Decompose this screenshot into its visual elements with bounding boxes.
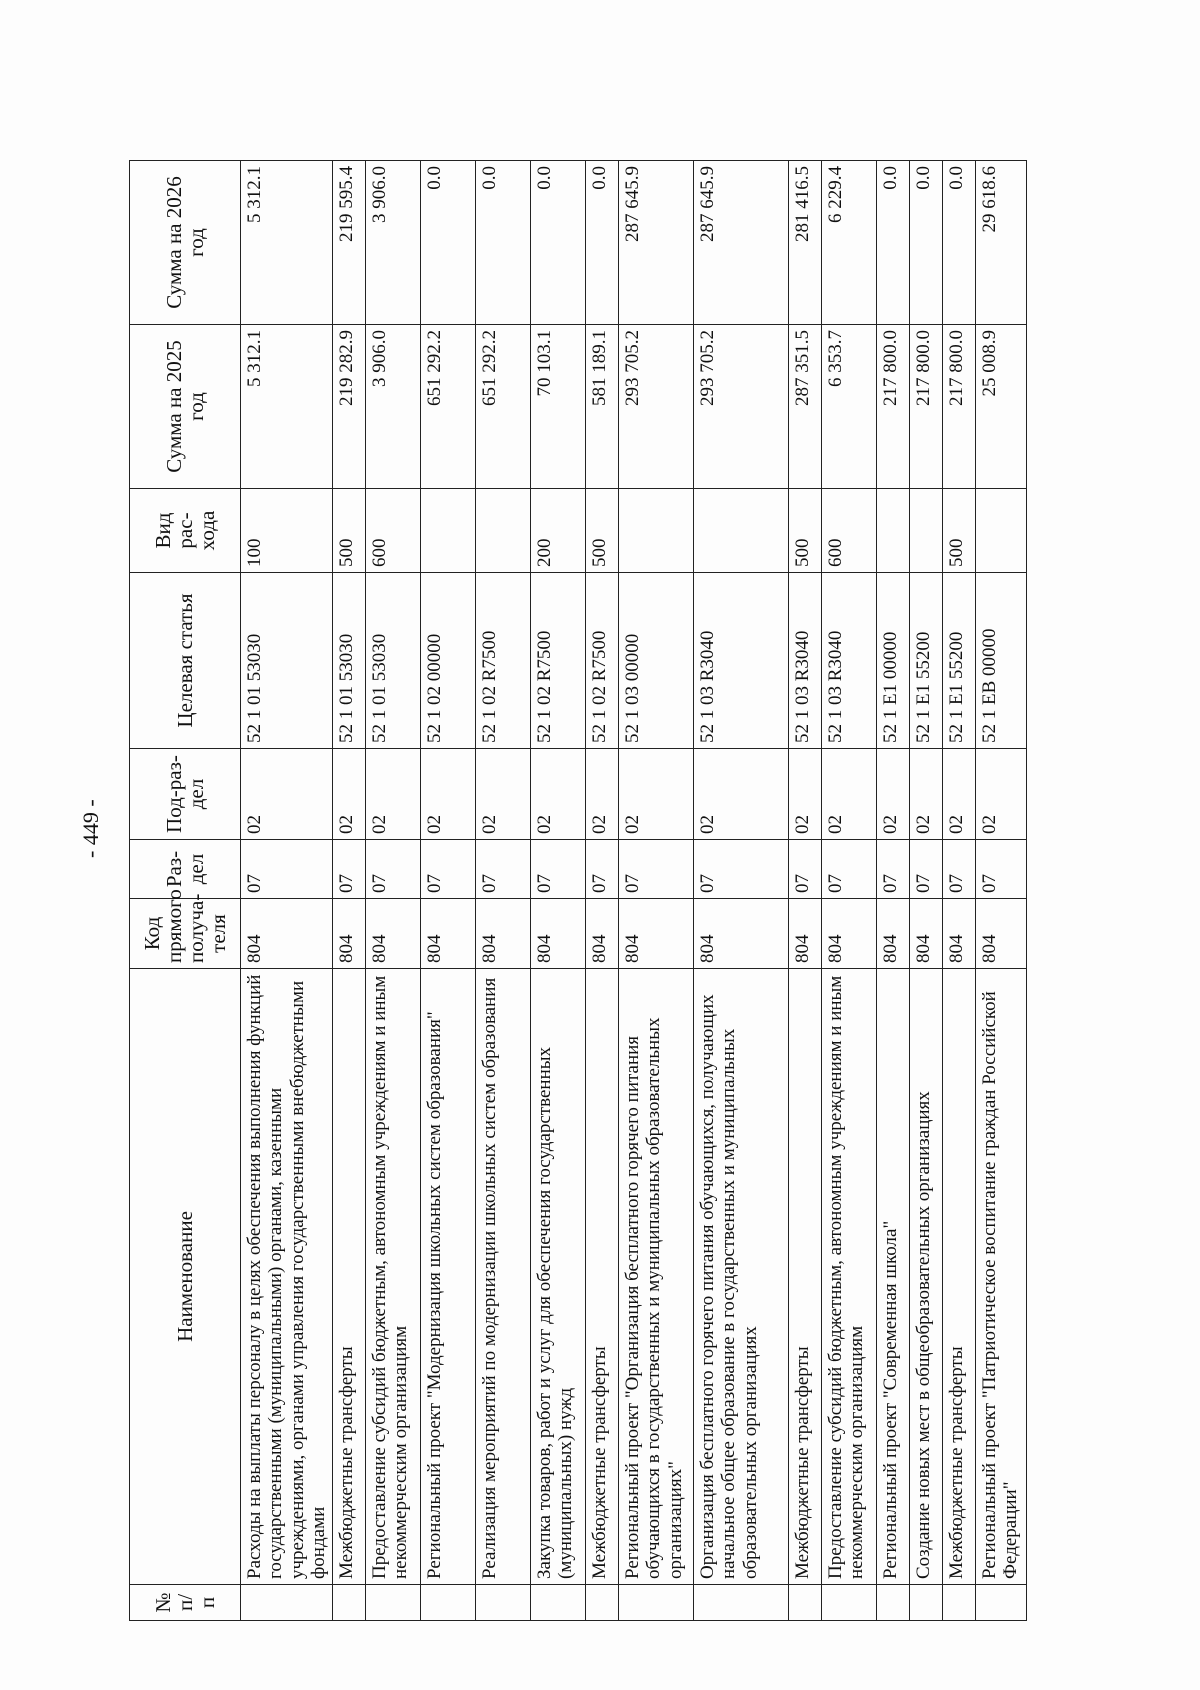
cell-vid: 500 [789, 489, 822, 573]
cell-no [694, 1585, 789, 1621]
header-sum2025: Сумма на 2025 год [130, 325, 241, 489]
cell-kod: 804 [822, 899, 877, 969]
cell-podrazdel: 02 [619, 749, 694, 840]
table-row [241, 161, 333, 1621]
cell-no [333, 1585, 366, 1621]
cell-razdel: 07 [694, 840, 789, 899]
cell-celevaya: 52 1 01 53030 [366, 573, 421, 749]
cell-kod: 804 [976, 899, 1027, 969]
cell-sum2026: 3 906.0 [366, 161, 421, 325]
cell-vid: 500 [586, 489, 619, 573]
cell-razdel: 07 [910, 840, 943, 899]
cell-vid [976, 489, 1027, 573]
cell-celevaya: 52 1 02 R7500 [531, 573, 586, 749]
table-row [910, 161, 943, 1621]
cell-podrazdel: 02 [531, 749, 586, 840]
cell-razdel: 07 [877, 840, 910, 899]
cell-no [586, 1585, 619, 1621]
cell-sum2025: 70 103.1 [531, 325, 586, 489]
table-row [789, 161, 822, 1621]
cell-celevaya: 52 1 02 R7500 [586, 573, 619, 749]
cell-celevaya: 52 1 01 53030 [333, 573, 366, 749]
cell-celevaya: 52 1 03 R3040 [694, 573, 789, 749]
cell-podrazdel: 02 [943, 749, 976, 840]
header-kod: Код прямого получа-теля [130, 899, 241, 969]
cell-name: Региональный проект "Организация бесплатного горячего питания обучающихся в государственных и муниципальных образовательных организациях" [619, 969, 694, 1585]
header-celevaya: Целевая статья [130, 573, 241, 749]
cell-name: Расходы на выплаты персоналу в целях обеспечения выполнения функций государственными (муниципальными) органами, казенными учреждениями, органами управления государственными внебюджетными фондами [241, 969, 333, 1585]
cell-sum2026: 29 618.6 [976, 161, 1027, 325]
cell-razdel: 07 [619, 840, 694, 899]
cell-kod: 804 [910, 899, 943, 969]
cell-vid: 500 [943, 489, 976, 573]
cell-sum2026: 287 645.9 [694, 161, 789, 325]
cell-sum2025: 6 353.7 [822, 325, 877, 489]
cell-razdel: 07 [333, 840, 366, 899]
cell-sum2025: 217 800.0 [877, 325, 910, 489]
cell-name: Предоставление субсидий бюджетным, автономным учреждениям и иным некоммерческим организациям [822, 969, 877, 1585]
cell-podrazdel: 02 [976, 749, 1027, 840]
cell-no [877, 1585, 910, 1621]
cell-kod: 804 [366, 899, 421, 969]
rotated-table-container [129, 161, 1200, 1621]
cell-vid: 600 [366, 489, 421, 573]
header-name: Наименование [130, 969, 241, 1585]
cell-sum2025: 293 705.2 [619, 325, 694, 489]
cell-razdel: 07 [976, 840, 1027, 899]
cell-vid [421, 489, 476, 573]
cell-no [476, 1585, 531, 1621]
cell-sum2026: 5 312.1 [241, 161, 333, 325]
cell-celevaya: 52 1 03 R3040 [789, 573, 822, 749]
table-row [476, 161, 531, 1621]
cell-razdel: 07 [822, 840, 877, 899]
cell-podrazdel: 02 [910, 749, 943, 840]
table-row [822, 161, 877, 1621]
cell-vid: 200 [531, 489, 586, 573]
cell-vid [877, 489, 910, 573]
cell-vid: 100 [241, 489, 333, 573]
table-row [694, 161, 789, 1621]
table-row [333, 161, 366, 1621]
cell-razdel: 07 [241, 840, 333, 899]
cell-celevaya: 52 1 EB 00000 [976, 573, 1027, 749]
budget-table [129, 160, 1027, 1621]
cell-no [822, 1585, 877, 1621]
cell-no [910, 1585, 943, 1621]
cell-sum2026: 0.0 [586, 161, 619, 325]
cell-celevaya: 52 1 03 00000 [619, 573, 694, 749]
cell-celevaya: 52 1 02 00000 [421, 573, 476, 749]
cell-podrazdel: 02 [476, 749, 531, 840]
cell-name: Закупка товаров, работ и услуг для обеспечения государственных (муниципальных) нужд [531, 969, 586, 1585]
cell-name: Межбюджетные трансферты [943, 969, 976, 1585]
cell-name: Межбюджетные трансферты [333, 969, 366, 1585]
cell-sum2025: 293 705.2 [694, 325, 789, 489]
cell-no [943, 1585, 976, 1621]
cell-sum2026: 287 645.9 [619, 161, 694, 325]
cell-podrazdel: 02 [877, 749, 910, 840]
cell-sum2026: 0.0 [943, 161, 976, 325]
cell-sum2025: 287 351.5 [789, 325, 822, 489]
cell-razdel: 07 [789, 840, 822, 899]
cell-name: Реализация мероприятий по модернизации школьных систем образования [476, 969, 531, 1585]
cell-sum2025: 219 282.9 [333, 325, 366, 489]
cell-no [241, 1585, 333, 1621]
cell-kod: 804 [421, 899, 476, 969]
cell-no [619, 1585, 694, 1621]
cell-kod: 804 [694, 899, 789, 969]
cell-sum2026: 0.0 [531, 161, 586, 325]
cell-sum2026: 0.0 [877, 161, 910, 325]
header-podrazdel: Под-раз-дел [130, 749, 241, 840]
table-row [976, 161, 1027, 1621]
cell-sum2025: 651 292.2 [476, 325, 531, 489]
cell-vid [910, 489, 943, 573]
cell-name: Межбюджетные трансферты [789, 969, 822, 1585]
cell-kod: 804 [241, 899, 333, 969]
cell-vid: 500 [333, 489, 366, 573]
cell-podrazdel: 02 [694, 749, 789, 840]
cell-razdel: 07 [421, 840, 476, 899]
cell-sum2026: 0.0 [476, 161, 531, 325]
cell-vid [476, 489, 531, 573]
cell-kod: 804 [586, 899, 619, 969]
cell-sum2025: 651 292.2 [421, 325, 476, 489]
page-number: - 449 - [78, 799, 103, 858]
cell-kod: 804 [476, 899, 531, 969]
table-row [366, 161, 421, 1621]
cell-celevaya: 52 1 E1 55200 [910, 573, 943, 749]
cell-razdel: 07 [531, 840, 586, 899]
cell-sum2025: 217 800.0 [910, 325, 943, 489]
cell-sum2025: 3 906.0 [366, 325, 421, 489]
cell-name: Предоставление субсидий бюджетным, автономным учреждениям и иным некоммерческим организациям [366, 969, 421, 1585]
cell-razdel: 07 [943, 840, 976, 899]
cell-sum2026: 0.0 [421, 161, 476, 325]
cell-vid [694, 489, 789, 573]
cell-no [366, 1585, 421, 1621]
cell-sum2026: 0.0 [910, 161, 943, 325]
cell-name: Региональный проект "Патриотическое воспитание граждан Российской Федерации" [976, 969, 1027, 1585]
header-sum2026: Сумма на 2026 год [130, 161, 241, 325]
header-razdel: Раз-дел [130, 840, 241, 899]
cell-podrazdel: 02 [241, 749, 333, 840]
cell-sum2025: 581 189.1 [586, 325, 619, 489]
cell-celevaya: 52 1 E1 00000 [877, 573, 910, 749]
cell-sum2025: 217 800.0 [943, 325, 976, 489]
cell-podrazdel: 02 [822, 749, 877, 840]
cell-no [531, 1585, 586, 1621]
cell-sum2026: 281 416.5 [789, 161, 822, 325]
header-no: № п/п [130, 1585, 241, 1621]
cell-vid: 600 [822, 489, 877, 573]
cell-no [421, 1585, 476, 1621]
cell-kod: 804 [789, 899, 822, 969]
cell-no [789, 1585, 822, 1621]
cell-name: Организация бесплатного горячего питания обучающихся, получающих начальное общее образование в государственных и муниципальных образовательных организациях [694, 969, 789, 1585]
cell-podrazdel: 02 [789, 749, 822, 840]
cell-podrazdel: 02 [586, 749, 619, 840]
cell-podrazdel: 02 [333, 749, 366, 840]
cell-name: Региональный проект "Современная школа" [877, 969, 910, 1585]
cell-celevaya: 52 1 E1 55200 [943, 573, 976, 749]
cell-name: Региональный проект "Модернизация школьных систем образования" [421, 969, 476, 1585]
cell-razdel: 07 [476, 840, 531, 899]
table-row [877, 161, 910, 1621]
cell-podrazdel: 02 [421, 749, 476, 840]
table-row [943, 161, 976, 1621]
table-row [531, 161, 586, 1621]
cell-celevaya: 52 1 03 R3040 [822, 573, 877, 749]
cell-sum2026: 6 229.4 [822, 161, 877, 325]
cell-razdel: 07 [586, 840, 619, 899]
cell-no [976, 1585, 1027, 1621]
cell-kod: 804 [877, 899, 910, 969]
cell-celevaya: 52 1 02 R7500 [476, 573, 531, 749]
cell-sum2026: 219 595.4 [333, 161, 366, 325]
cell-sum2025: 25 008.9 [976, 325, 1027, 489]
cell-kod: 804 [333, 899, 366, 969]
cell-kod: 804 [531, 899, 586, 969]
table-header-row [130, 161, 241, 1621]
header-vid: Вид рас-хода [130, 489, 241, 573]
table-row [586, 161, 619, 1621]
cell-name: Создание новых мест в общеобразовательных организациях [910, 969, 943, 1585]
cell-name: Межбюджетные трансферты [586, 969, 619, 1585]
cell-vid [619, 489, 694, 573]
table-row [619, 161, 694, 1621]
cell-kod: 804 [943, 899, 976, 969]
table-row [421, 161, 476, 1621]
cell-sum2025: 5 312.1 [241, 325, 333, 489]
cell-kod: 804 [619, 899, 694, 969]
cell-podrazdel: 02 [366, 749, 421, 840]
cell-razdel: 07 [366, 840, 421, 899]
cell-celevaya: 52 1 01 53030 [241, 573, 333, 749]
